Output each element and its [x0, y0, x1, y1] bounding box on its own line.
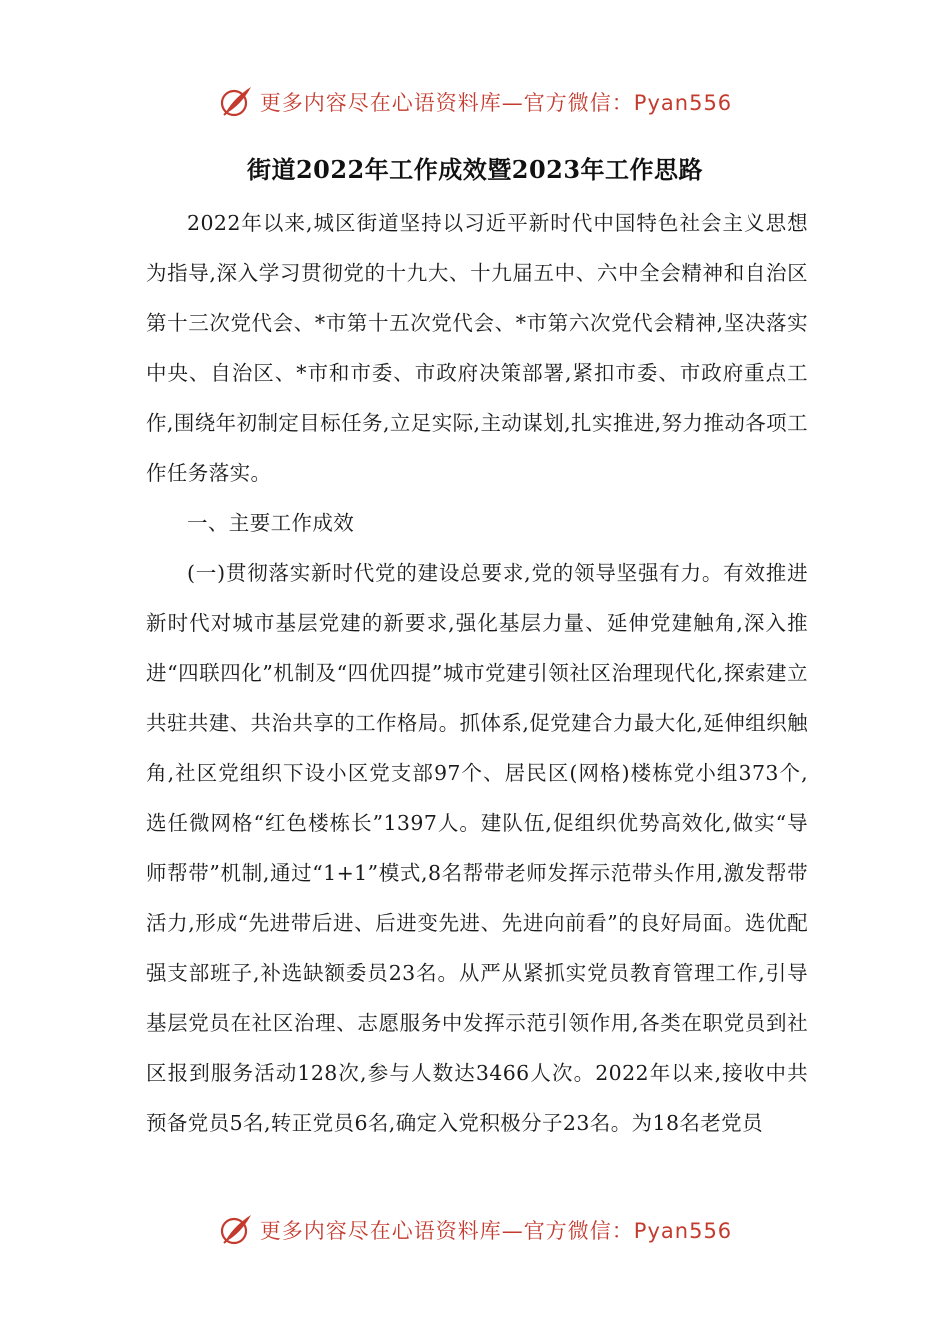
quill-logo-icon: [218, 84, 254, 120]
paragraph-party-building: (一)贯彻落实新时代党的建设总要求,党的领导坚强有力。有效推进新时代对城市基层党建的新要求,强化基层力量、延伸党建触角,深入推进“四联四化”机制及“四优四提”城市党建引领社区治理现代化,探索建立共驻共建、共治共享的工作格局。抓体系,促党建合力最大化,延伸组织触角,社区党组织下设小区党支部97个、居民区(网格)楼栋党小组373个,选任微网格“红色楼栋长”1397人。建队伍,促组织优势高效化,做实“导师帮带”机制,通过“1+1”模式,8名帮带老师发挥示范带头作用,激发帮带活力,形成“先进带后进、后进变先进、先进向前看”的良好局面。选优配强支部班子,补选缺额委员23名。从严从紧抓实党员教育管理工作,引导基层党员在社区治理、志愿服务中发挥示范引领作用,各类在职党员到社区报到服务活动128次,参与人数达3466人次。2022年以来,接收中共预备党员5名,转正党员6名,确定入党积极分子23名。为18名老党员: [146, 561, 808, 1135]
paragraph-intro: 2022年以来,城区街道坚持以习近平新时代中国特色社会主义思想为指导,深入学习贯彻党的十九大、十九届五中、六中全会精神和自治区第十三次党代会、*市第十五次党代会、*市第六次党代会精神,坚决落实中央、自治区、*市和市委、市政府决策部署,紧扣市委、市政府重点工作,围绕年初制定目标任务,立足实际,主动谋划,扎实推进,努力推动各项工作任务落实。: [146, 211, 808, 485]
document-title: 街道2022年工作成效暨2023年工作思路: [246, 155, 704, 184]
footer-banner-text: 更多内容尽在心语资料库—官方微信：Pyan556: [259, 1219, 733, 1243]
header-banner-text: 更多内容尽在心语资料库—官方微信：Pyan556: [259, 91, 733, 115]
footer-banner: [0, 1208, 950, 1252]
document-body: [146, 198, 808, 1148]
header-banner: [0, 80, 950, 124]
quill-logo-icon: [218, 1212, 254, 1248]
section-heading: 一、主要工作成效: [187, 511, 355, 535]
